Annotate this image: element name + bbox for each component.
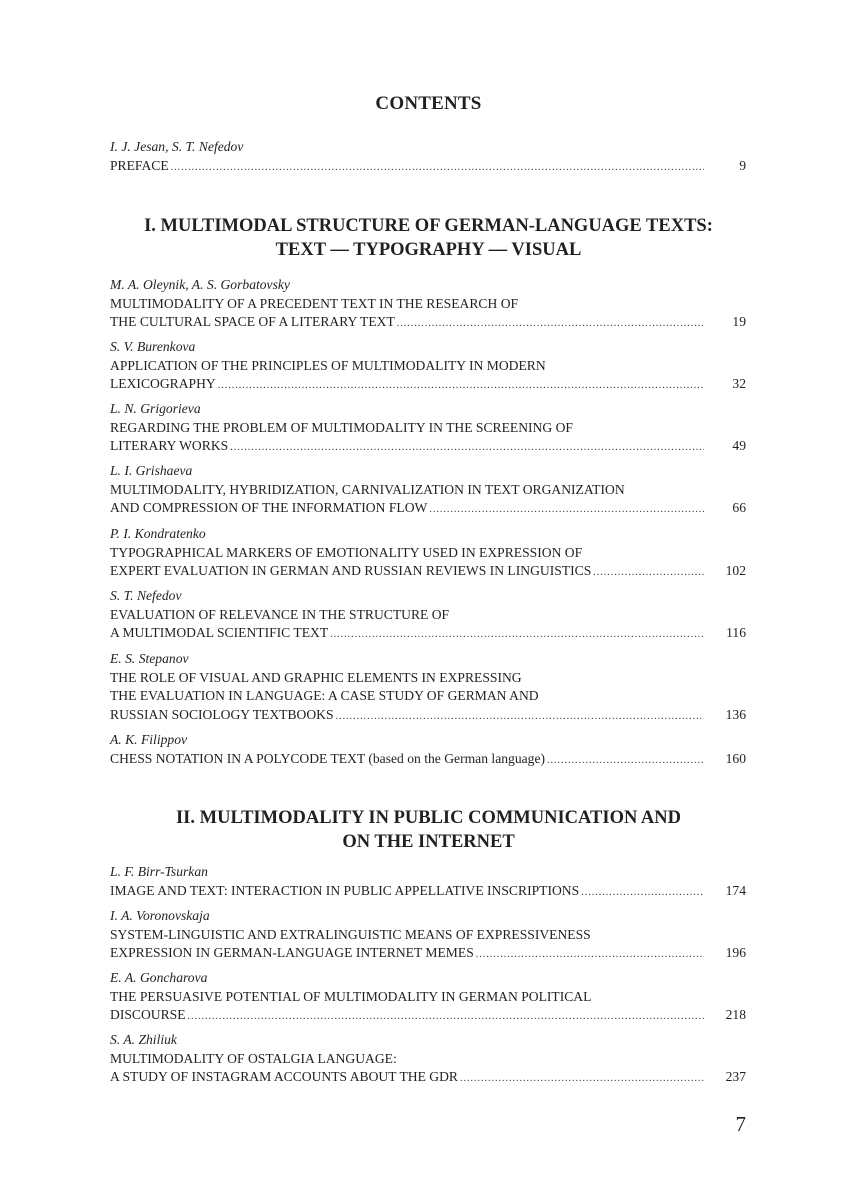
entry-page-number: 237: [725, 1069, 746, 1084]
section-heading-2: [0, 806, 857, 854]
entry-author: L. N. Grigorieva: [110, 401, 201, 416]
entry-author: I. A. Voronovskaja: [110, 908, 210, 923]
toc-entry[interactable]: [110, 1031, 746, 1089]
entry-title-line: THE PERSUASIVE POTENTIAL OF MULTIMODALITY IN GERMAN POLITICAL: [110, 988, 592, 1004]
dot-leader: [593, 564, 704, 583]
entry-page-number: 19: [732, 314, 746, 329]
entry-title-line: DISCOURSE: [110, 1007, 186, 1022]
entry-page-number: 160: [725, 750, 746, 766]
toc-entry[interactable]: [110, 907, 746, 965]
entry-title-line: AND COMPRESSION OF THE INFORMATION FLOW: [110, 500, 428, 515]
entry-title-line: CHESS NOTATION IN A POLYCODE TEXT (based on the German language): [110, 750, 546, 766]
entry-author: L. F. Birr-Tsurkan: [110, 864, 208, 879]
dot-leader: [547, 752, 704, 771]
entry-title-line: EXPERT EVALUATION IN GERMAN AND RUSSIAN REVIEWS IN LINGUISTICS: [110, 563, 592, 578]
dot-leader: [397, 315, 704, 334]
section-heading-1: [0, 214, 857, 262]
entry-title-line: REGARDING THE PROBLEM OF MULTIMODALITY IN THE SCREENING OF: [110, 419, 573, 435]
entry-page-number: 136: [725, 706, 746, 722]
toc-entry[interactable]: [110, 650, 746, 726]
section-heading-line: TEXT — TYPOGRAPHY — VISUAL: [275, 240, 582, 260]
dot-leader: [581, 884, 704, 903]
entry-title-line: MULTIMODALITY, HYBRIDIZATION, CARNIVALIZATION IN TEXT ORGANIZATION: [110, 481, 625, 497]
entry-author: S. A. Zhiliuk: [110, 1032, 177, 1047]
entry-title-line: SYSTEM-LINGUISTIC AND EXTRALINGUISTIC MEANS OF EXPRESSIVENESS: [110, 926, 591, 942]
entry-author: P. I. Kondratenko: [110, 526, 206, 541]
dot-leader: [188, 1008, 704, 1027]
toc-entry[interactable]: [110, 462, 746, 520]
toc-entry[interactable]: [110, 525, 746, 583]
toc-entry[interactable]: [110, 276, 746, 334]
entry-page-number: 116: [726, 625, 746, 640]
entry-page-number: 174: [725, 882, 746, 898]
section-heading-line: ON THE INTERNET: [342, 832, 515, 852]
dot-leader: [429, 501, 704, 520]
entry-author: S. T. Nefedov: [110, 588, 182, 603]
section-heading-line: I. MULTIMODAL STRUCTURE OF GERMAN-LANGUAGE TEXTS:: [144, 216, 713, 236]
entry-title-line: THE EVALUATION IN LANGUAGE: A CASE STUDY OF GERMAN AND: [110, 688, 539, 703]
toc-entry[interactable]: [110, 863, 746, 902]
entry-author: S. V. Burenkova: [110, 339, 196, 354]
entry-title-line: IMAGE AND TEXT: INTERACTION IN PUBLIC APPELLATIVE INSCRIPTIONS: [110, 882, 580, 898]
entry-page-number: 66: [732, 500, 746, 515]
dot-leader: [218, 377, 704, 396]
entry-title-line: APPLICATION OF THE PRINCIPLES OF MULTIMODALITY IN MODERN: [110, 357, 546, 373]
section-heading-line: II. MULTIMODALITY IN PUBLIC COMMUNICATION AND: [175, 808, 682, 828]
toc-entry[interactable]: [110, 338, 746, 396]
entry-author: I. J. Jesan, S. T. Nefedov: [110, 139, 244, 154]
entry-title-line: LITERARY WORKS: [110, 438, 229, 453]
entry-title-line: EVALUATION OF RELEVANCE IN THE STRUCTURE OF: [110, 606, 450, 622]
entry-page-number: 49: [732, 438, 746, 453]
dot-leader: [460, 1070, 704, 1089]
entry-title-line: RUSSIAN SOCIOLOGY TEXTBOOKS: [110, 706, 334, 722]
entry-author: A. K. Filippov: [110, 732, 188, 747]
dot-leader: [336, 708, 704, 727]
entry-title-line: A STUDY OF INSTAGRAM ACCOUNTS ABOUT THE GDR: [110, 1069, 458, 1084]
entry-title-line: THE CULTURAL SPACE OF A LITERARY TEXT: [110, 314, 395, 329]
entry-author: E. A. Goncharova: [110, 970, 208, 985]
entry-page-number: 196: [725, 945, 746, 960]
dot-leader: [171, 159, 704, 178]
entry-title-line: MULTIMODALITY OF OSTALGIA LANGUAGE:: [110, 1050, 397, 1066]
toc-entry-preface[interactable]: [110, 138, 746, 177]
entry-title-line: A MULTIMODAL SCIENTIFIC TEXT: [110, 625, 329, 640]
entry-title-line: THE ROLE OF VISUAL AND GRAPHIC ELEMENTS IN EXPRESSING: [110, 669, 522, 685]
page-number: 7: [735, 1112, 746, 1136]
toc-entry[interactable]: [110, 587, 746, 645]
entry-author: M. A. Oleynik, A. S. Gorbatovsky: [110, 277, 290, 292]
dot-leader: [230, 439, 704, 458]
toc-entry[interactable]: [110, 400, 746, 458]
entry-title-line: TYPOGRAPHICAL MARKERS OF EMOTIONALITY USED IN EXPRESSION OF: [110, 544, 583, 560]
entry-title-line: PREFACE: [110, 157, 169, 173]
entry-title-line: MULTIMODALITY OF A PRECEDENT TEXT IN THE RESEARCH OF: [110, 295, 519, 311]
dot-leader: [476, 946, 704, 965]
entry-title-line: LEXICOGRAPHY: [110, 376, 216, 391]
entry-page-number: 9: [739, 157, 746, 173]
entry-author: E. S. Stepanov: [110, 651, 189, 666]
entry-page-number: 218: [725, 1007, 746, 1022]
entry-page-number: 102: [725, 563, 746, 578]
page-title: CONTENTS: [375, 93, 482, 114]
toc-entry[interactable]: [110, 969, 746, 1027]
dot-leader: [330, 626, 704, 645]
entry-author: L. I. Grishaeva: [110, 463, 193, 478]
toc-entry[interactable]: [110, 731, 746, 770]
entry-page-number: 32: [732, 376, 746, 391]
entry-title-line: EXPRESSION IN GERMAN-LANGUAGE INTERNET MEMES: [110, 945, 474, 960]
